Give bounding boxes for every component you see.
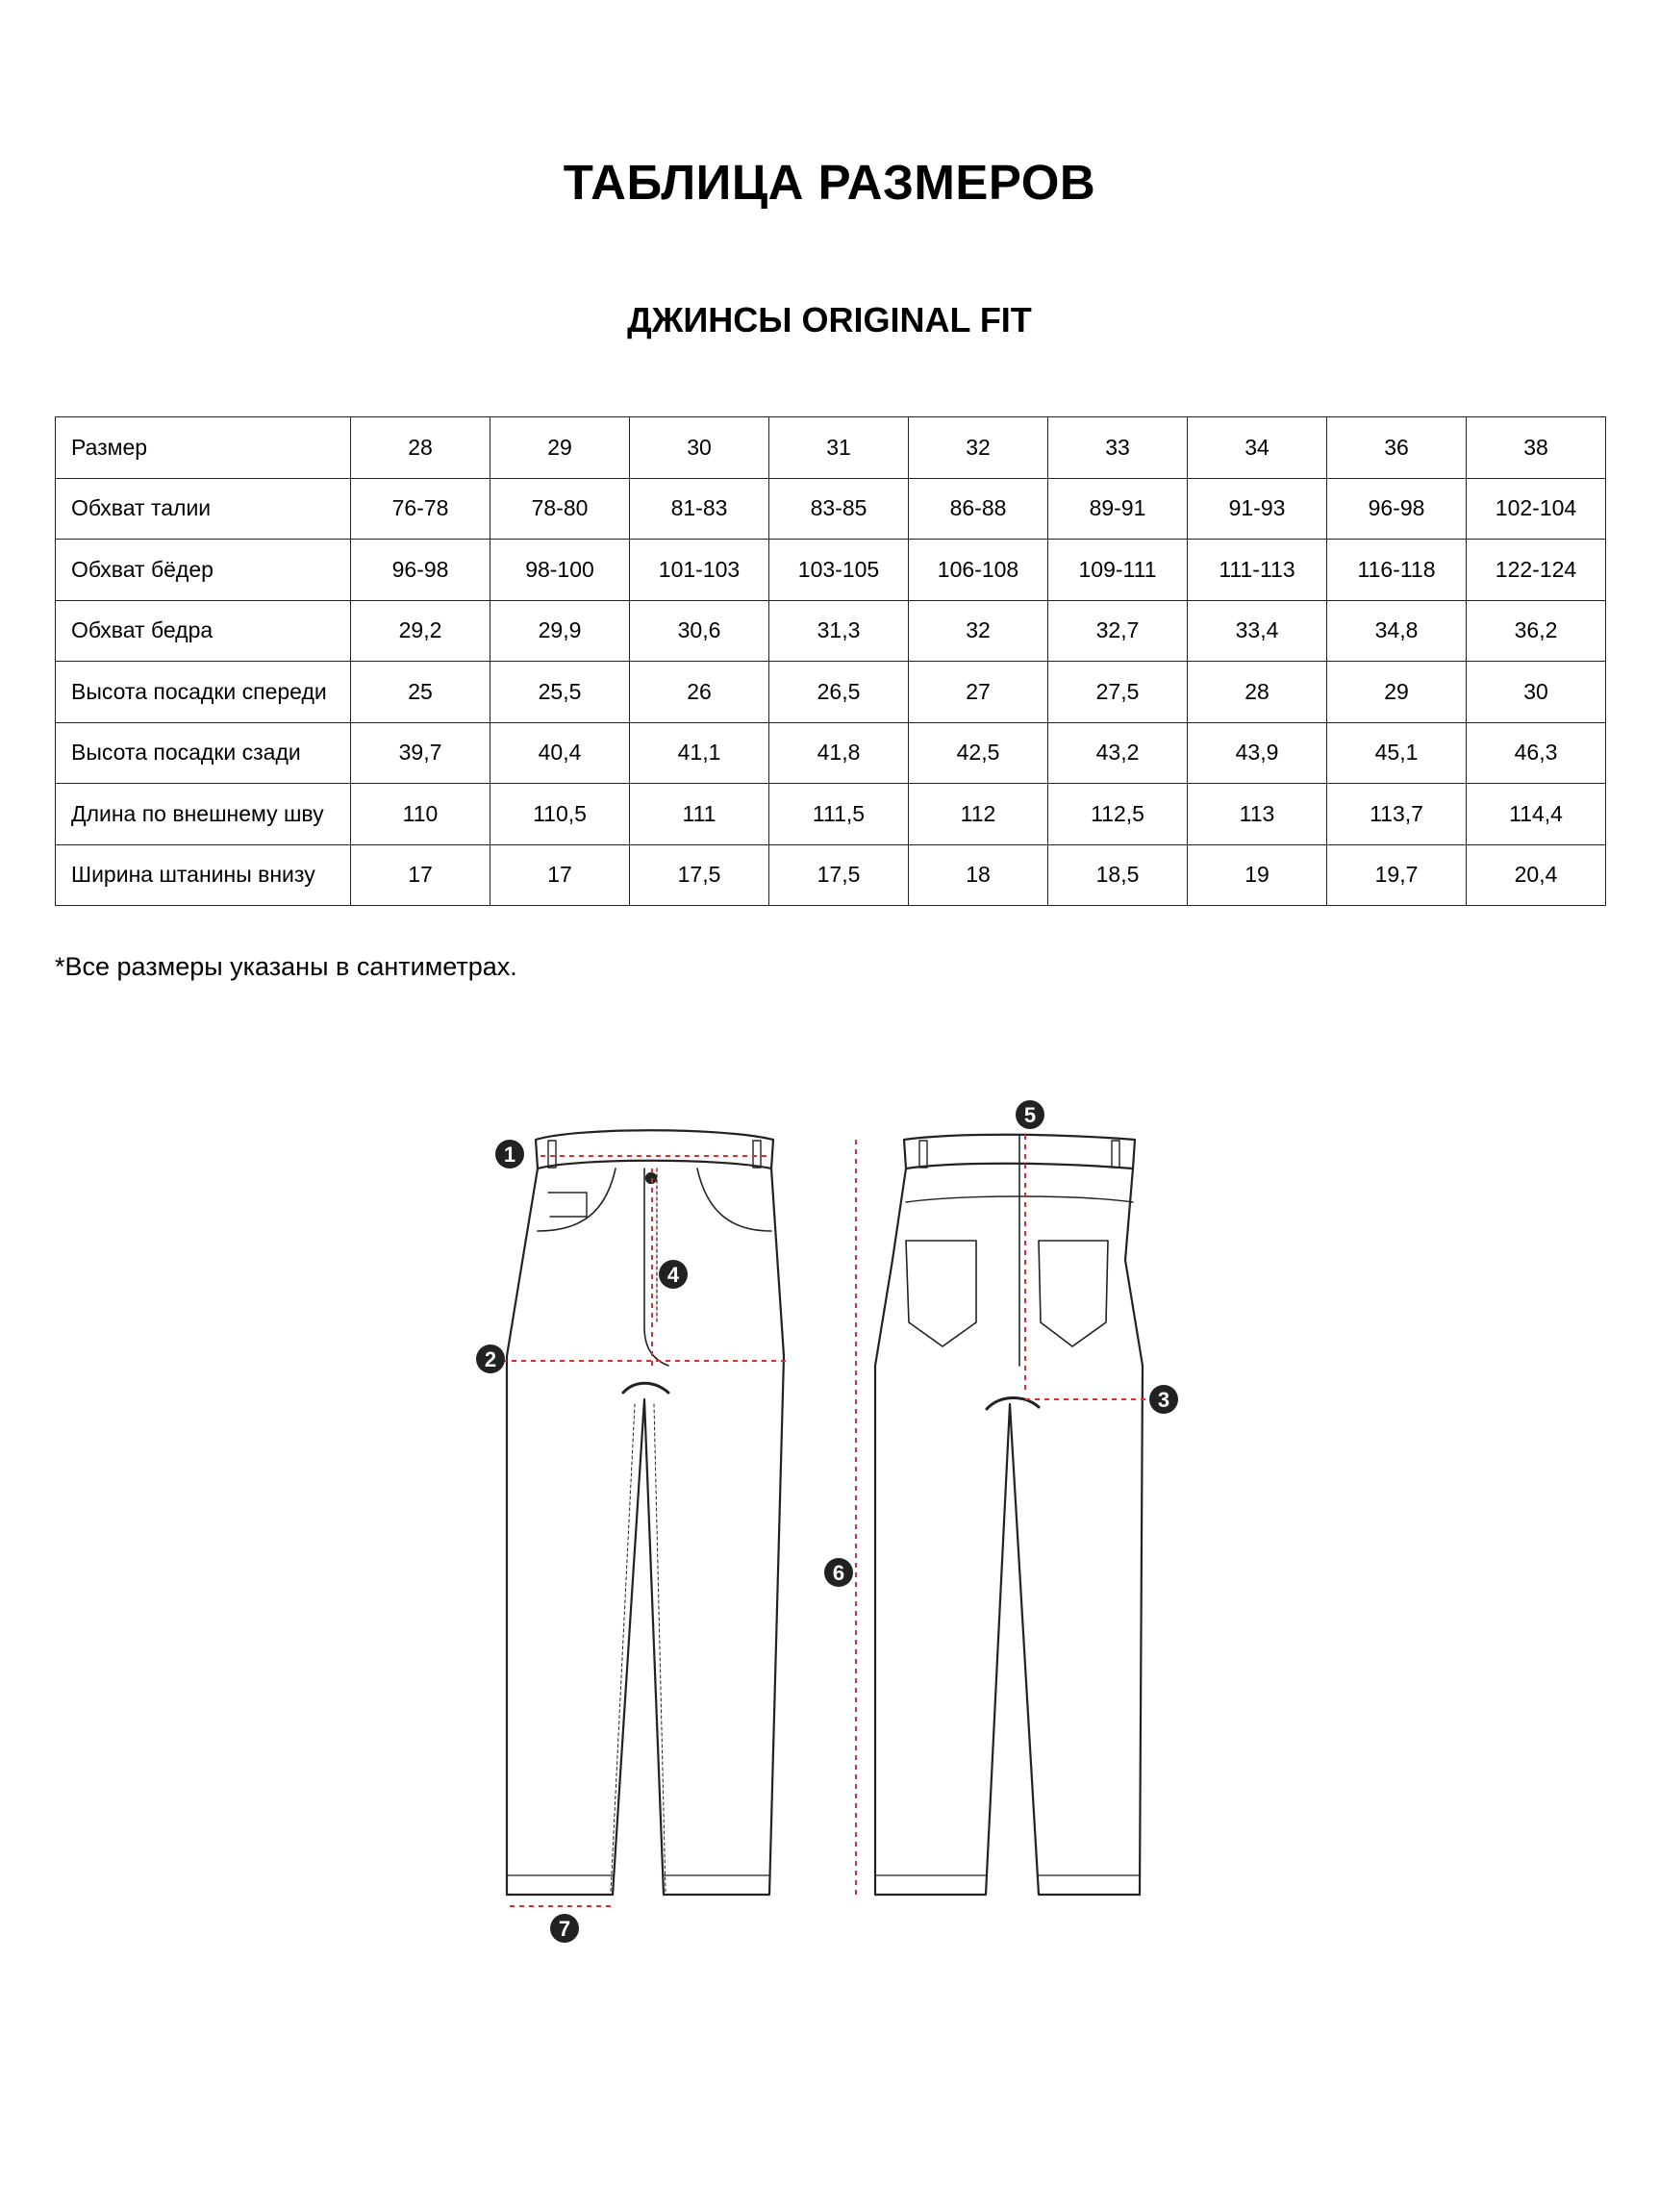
table-cell: 36	[1327, 417, 1467, 479]
table-cell: 101-103	[630, 540, 769, 601]
table-cell: 25	[351, 662, 490, 723]
table-cell: 111,5	[769, 784, 909, 845]
svg-text:3: 3	[1157, 1388, 1170, 1412]
table-cell: 38	[1467, 417, 1606, 479]
table-cell: 106-108	[909, 540, 1048, 601]
table-cell: 102-104	[1467, 478, 1606, 540]
table-cell: 43,9	[1188, 722, 1327, 784]
table-cell: 34	[1188, 417, 1327, 479]
table-cell: 110	[351, 784, 490, 845]
table-cell: 17,5	[769, 844, 909, 906]
page-title: ТАБЛИЦА РАЗМЕРОВ	[563, 155, 1096, 210]
table-cell: 31,3	[769, 600, 909, 662]
row-label: Высота посадки спереди	[56, 662, 351, 723]
table-cell: 81-83	[630, 478, 769, 540]
table-cell: 116-118	[1327, 540, 1467, 601]
table-cell: 91-93	[1188, 478, 1327, 540]
table-cell: 30	[1467, 662, 1606, 723]
table-cell: 36,2	[1467, 600, 1606, 662]
row-label: Ширина штанины внизу	[56, 844, 351, 906]
row-label: Высота посадки сзади	[56, 722, 351, 784]
table-row	[56, 784, 1606, 845]
marker-5	[1016, 1100, 1044, 1129]
table-cell: 18,5	[1048, 844, 1188, 906]
table-cell: 43,2	[1048, 722, 1188, 784]
table-cell: 86-88	[909, 478, 1048, 540]
svg-text:7: 7	[558, 1917, 571, 1941]
table-cell: 27	[909, 662, 1048, 723]
table-cell: 26	[630, 662, 769, 723]
marker-7	[550, 1914, 579, 1943]
table-row	[56, 600, 1606, 662]
table-cell: 114,4	[1467, 784, 1606, 845]
table-cell: 112	[909, 784, 1048, 845]
table-cell: 32	[909, 600, 1048, 662]
table-cell: 27,5	[1048, 662, 1188, 723]
marker-1	[495, 1140, 524, 1169]
svg-text:6: 6	[832, 1561, 845, 1585]
table-cell: 19,7	[1327, 844, 1467, 906]
table-cell: 34,8	[1327, 600, 1467, 662]
table-cell: 19	[1188, 844, 1327, 906]
table-cell: 111-113	[1188, 540, 1327, 601]
row-label: Обхват талии	[56, 478, 351, 540]
table-cell: 17	[490, 844, 630, 906]
svg-text:2: 2	[484, 1347, 497, 1371]
table-cell: 20,4	[1467, 844, 1606, 906]
jeans-front-view	[507, 1130, 784, 1895]
table-cell: 109-111	[1048, 540, 1188, 601]
table-row	[56, 844, 1606, 906]
table-cell: 33	[1048, 417, 1188, 479]
table-cell: 113	[1188, 784, 1327, 845]
table-cell: 29	[1327, 662, 1467, 723]
table-cell: 76-78	[351, 478, 490, 540]
svg-text:1: 1	[503, 1143, 516, 1167]
table-cell: 31	[769, 417, 909, 479]
row-label: Длина по внешнему шву	[56, 784, 351, 845]
size-table	[55, 416, 1606, 906]
jeans-back-view	[875, 1135, 1143, 1895]
table-cell: 29	[490, 417, 630, 479]
table-row	[56, 662, 1606, 723]
table-cell: 112,5	[1048, 784, 1188, 845]
table-cell: 28	[1188, 662, 1327, 723]
table-cell: 33,4	[1188, 600, 1327, 662]
table-cell: 40,4	[490, 722, 630, 784]
table-cell: 96-98	[1327, 478, 1467, 540]
row-label: Обхват бедра	[56, 600, 351, 662]
table-cell: 30	[630, 417, 769, 479]
table-cell: 41,8	[769, 722, 909, 784]
table-cell: 89-91	[1048, 478, 1188, 540]
table-row	[56, 540, 1606, 601]
svg-text:4: 4	[666, 1263, 680, 1287]
marker-3	[1149, 1385, 1178, 1414]
table-row	[56, 722, 1606, 784]
table-cell: 111	[630, 784, 769, 845]
row-label: Обхват бёдер	[56, 540, 351, 601]
table-cell: 42,5	[909, 722, 1048, 784]
table-cell: 32	[909, 417, 1048, 479]
table-row	[56, 478, 1606, 540]
table-cell: 78-80	[490, 478, 630, 540]
table-cell: 96-98	[351, 540, 490, 601]
table-cell: 28	[351, 417, 490, 479]
table-cell: 29,9	[490, 600, 630, 662]
table-cell: 30,6	[630, 600, 769, 662]
table-cell: 26,5	[769, 662, 909, 723]
table-cell: 25,5	[490, 662, 630, 723]
table-cell: 29,2	[351, 600, 490, 662]
marker-6	[824, 1558, 853, 1587]
marker-4	[659, 1260, 688, 1289]
table-cell: 32,7	[1048, 600, 1188, 662]
page-subtitle: ДЖИНСЫ ORIGINAL FIT	[627, 300, 1032, 339]
table-cell: 17,5	[630, 844, 769, 906]
table-cell: 122-124	[1467, 540, 1606, 601]
table-cell: 98-100	[490, 540, 630, 601]
table-cell: 39,7	[351, 722, 490, 784]
jeans-diagram	[452, 1087, 1221, 1952]
table-cell: 18	[909, 844, 1048, 906]
table-cell: 46,3	[1467, 722, 1606, 784]
marker-2	[476, 1345, 505, 1373]
table-cell: 83-85	[769, 478, 909, 540]
table-row	[56, 417, 1606, 479]
table-cell: 41,1	[630, 722, 769, 784]
row-label: Размер	[56, 417, 351, 479]
table-cell: 103-105	[769, 540, 909, 601]
table-cell: 113,7	[1327, 784, 1467, 845]
footnote: *Все размеры указаны в сантиметрах.	[55, 952, 517, 981]
table-cell: 110,5	[490, 784, 630, 845]
table-cell: 45,1	[1327, 722, 1467, 784]
svg-text:5: 5	[1023, 1103, 1037, 1127]
table-cell: 17	[351, 844, 490, 906]
